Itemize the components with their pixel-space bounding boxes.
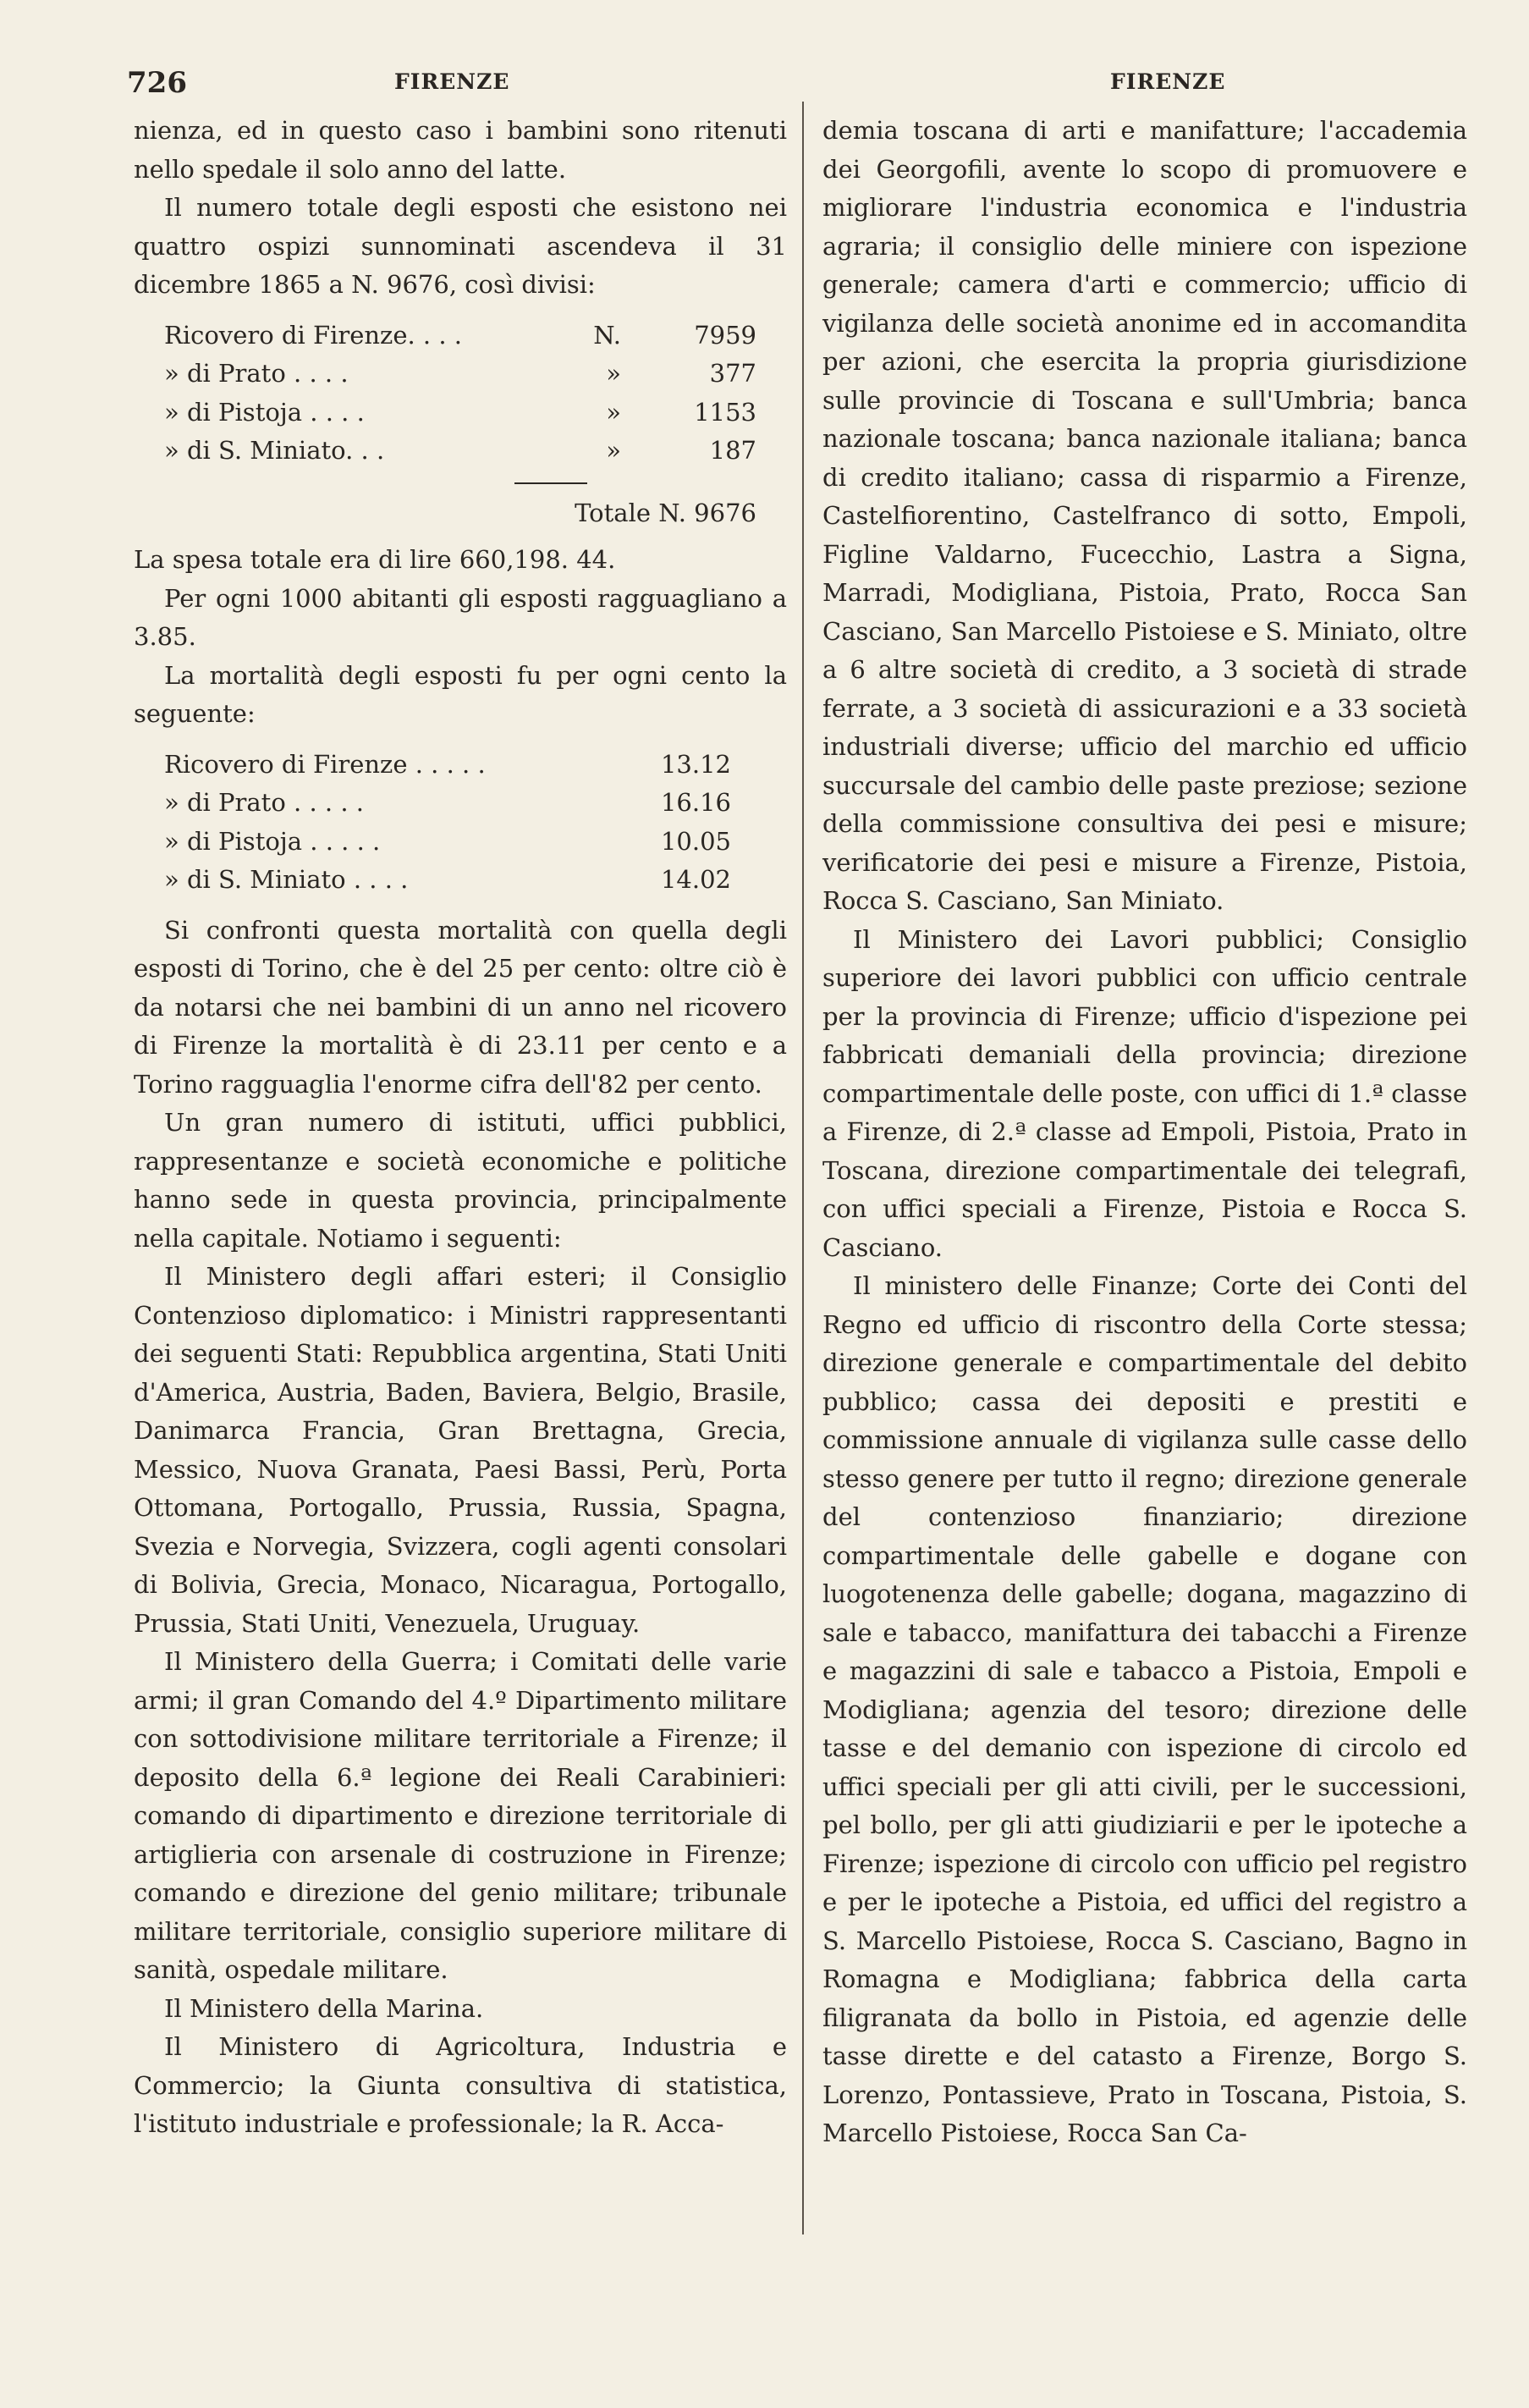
mortality-table [164, 746, 731, 900]
paragraph: Il Ministero della Guerra; i Comitati delle varie armi; il gran Comando del 4.º Dipartimento militare con sottodivisione militare territoriale a Firenze; il deposito della 6.ª legione dei Reali Carabinieri: comando di dipartimento e direzione territoriale di artiglieria con arsenale di costruzione in Firenze; comando e direzione del genio militare; tribunale militare territoriale, consiglio superiore militare di sanità, ospedale militare. [134, 1647, 787, 1984]
column-divider [802, 102, 804, 2234]
table-cell-prefix: » [606, 359, 621, 388]
paragraph: La spesa totale era di lire 660,198. 44. [134, 545, 616, 574]
right-column [822, 112, 1467, 2153]
table-row [164, 861, 731, 900]
table-cell-value: 13.12 [660, 749, 731, 779]
paragraph: nienza, ed in questo caso i bambini sono ritenuti nello spedale il solo anno del latte. [134, 116, 787, 184]
paragraph: Il Ministero dei Lavori pubblici; Consiglio superiore dei lavori pubblici con ufficio centrale per la provincia di Firenze; ufficio d'ispezione pei fabbricati demaniali della provincia; direzione compartimentale delle poste, con uffici di 1.ª classe a Firenze, di 2.ª classe ad Empoli, Pistoia, Prato in Toscana, direzione compartimentale dei telegrafi, con uffici speciali a Firenze, Pistoia e Rocca S. Casciano. [822, 924, 1467, 1262]
table-cell-value: 1153 [694, 397, 756, 427]
table-cell-label: » di Pistoja . . . . . [164, 826, 381, 856]
paragraph: Il numero totale degli esposti che esistono nei quattro ospizi sunnominati ascendeva il 31 dicembre 1865 a N. 9676, così divisi: [134, 193, 787, 299]
paragraph: Un gran numero di istituti, uffici pubblici, rappresentanze e società economiche e politiche hanno sede in questa provincia, principalmente nella capitale. Notiamo i seguenti: [134, 1108, 787, 1253]
table-cell-value: 7959 [694, 320, 756, 350]
table-row [164, 394, 756, 433]
paragraph: Il Ministero di Agricoltura, Industria e Commercio; la Giunta consultiva di statistica, l'istituto industriale e professionale; la R. Acca- [134, 2032, 787, 2138]
table-cell-value: 10.05 [660, 826, 731, 856]
table-row [164, 355, 756, 394]
table-total: Totale N. 9676 [575, 498, 756, 527]
running-head-left: FIRENZE [394, 69, 510, 94]
paragraph: demia toscana di arti e manifatture; l'accademia dei Georgofili, avente lo scopo di promuovere e migliorare l'industria economica e l'industria agraria; il consiglio delle miniere con ispezione generale; camera d'arti e commercio; ufficio di vigilanza delle società anonime ed in accomandita per azioni, che esercita la propria giurisdizione sulle provincie di Toscana e sull'Umbria; banca nazionale toscana; banca nazionale italiana; banca di credito italiano; cassa di risparmio a Firenze, Castelfiorentino, Castelfranco di sotto, Empoli, Figline Valdarno, Fucecchio, Lastra a Signa, Marradi, Modigliana, Pistoia, Prato, Rocca San Casciano, San Marcello Pistoiese e S. Miniato, oltre a 6 altre società di credito, a 3 società di strade ferrate, a 3 società di assicurazioni e a 33 società industriali diverse; ufficio del marchio ed ufficio succursale del cambio delle paste preziose; sezione della commissione consultiva dei pesi e misure; verificatorie dei pesi e misure a Firenze, Pistoia, Rocca S. Casciano, San Miniato. [822, 116, 1467, 915]
table-cell-prefix: » [606, 397, 621, 427]
running-head-right: FIRENZE [1110, 69, 1226, 94]
table-cell-label: Ricovero di Firenze. . . . [164, 320, 463, 350]
table-cell-value: 16.16 [660, 788, 731, 817]
table-row [164, 746, 731, 785]
table-row [164, 784, 731, 823]
paragraph: Il ministero delle Finanze; Corte dei Conti del Regno ed ufficio di riscontro della Corte stessa; direzione generale e compartimentale del debito pubblico; cassa dei depositi e prestiti e commissione annuale di vigilanza sulle casse dello stesso genere per tutto il regno; direzione generale del contenzioso finanziario; direzione compartimentale delle gabelle e dogane con luogotenenza delle gabelle; dogana, magazzino di sale e tabacco, manifattura dei tabacchi a Firenze e magazzini di sale e tabacco a Pistoia, Empoli e Modigliana; agenzia del tesoro; direzione delle tasse e del demanio con ispezione di circolo ed uffici speciali per gli atti civili, per le successioni, pel bollo, per gli atti giudiziarii e per le ipoteche a Firenze; ispezione di circolo con ufficio pel registro e per le ipoteche a Pistoia, ed uffici del registro a S. Marcello Pistoiese, Rocca S. Casciano, Bagno in Romagna e Modigliana; fabbrica della carta filigranata da bollo in Pistoia, ed agenzie delle tasse dirette e del catasto a Firenze, Borgo S. Lorenzo, Pontassieve, Prato in Toscana, Pistoia, S. Marcello Pistoiese, Rocca San Ca- [822, 1271, 1467, 2147]
table-cell-label: Ricovero di Firenze . . . . . [164, 749, 486, 779]
table-cell-value: 187 [709, 436, 756, 465]
paragraph: Il Ministero della Marina. [164, 1993, 484, 2023]
total-rule [514, 482, 587, 494]
paragraph: La mortalità degli esposti fu per ogni cento la seguente: [134, 660, 787, 728]
paragraph: Il Ministero degli affari esteri; il Consiglio Contenzioso diplomatico: i Ministri rappresentanti dei seguenti Stati: Repubblica argentina, Stati Uniti d'America, Austria, Baden, Baviera, Belgio, Brasile, Danimarca Francia, Gran Brettagna, Grecia, Messico, Nuova Granata, Paesi Bassi, Perù, Porta Ottomana, Portogallo, Prussia, Russia, Spagna, Svezia e Norvegia, Svizzera, cogli agenti consolari di Bolivia, Grecia, Monaco, Nicaragua, Portogallo, Prussia, Stati Uniti, Venezuela, Uruguay. [134, 1262, 787, 1638]
table-row [164, 823, 731, 862]
left-column [134, 112, 787, 2144]
table-cell-prefix: » [606, 436, 621, 465]
paragraph: Si confronti questa mortalità con quella degli esposti di Torino, che è del 25 per cento: oltre ciò è da notarsi che nei bambini di un anno nel ricovero di Firenze la mortalità è di 23.11 per cento e a Torino ragguaglia l'enorme cifra dell'82 per cento. [134, 915, 787, 1099]
paragraph: Per ogni 1000 abitanti gli esposti ragguagliano a 3.85. [134, 583, 787, 651]
foundlings-table [164, 317, 756, 471]
table-row [164, 432, 756, 471]
table-cell-label: » di S. Miniato. . . [164, 436, 385, 465]
table-cell-label: » di Prato . . . . . [164, 788, 364, 817]
page-number: 726 [127, 66, 187, 100]
table-cell-value: 377 [709, 359, 756, 388]
table-cell-prefix: N. [593, 320, 621, 350]
table-cell-label: » di Prato . . . . [164, 359, 349, 388]
table-row [164, 317, 756, 355]
table-cell-label: » di Pistoja . . . . [164, 397, 365, 427]
table-cell-label: » di S. Miniato . . . . [164, 865, 409, 894]
table-cell-value: 14.02 [660, 865, 731, 894]
